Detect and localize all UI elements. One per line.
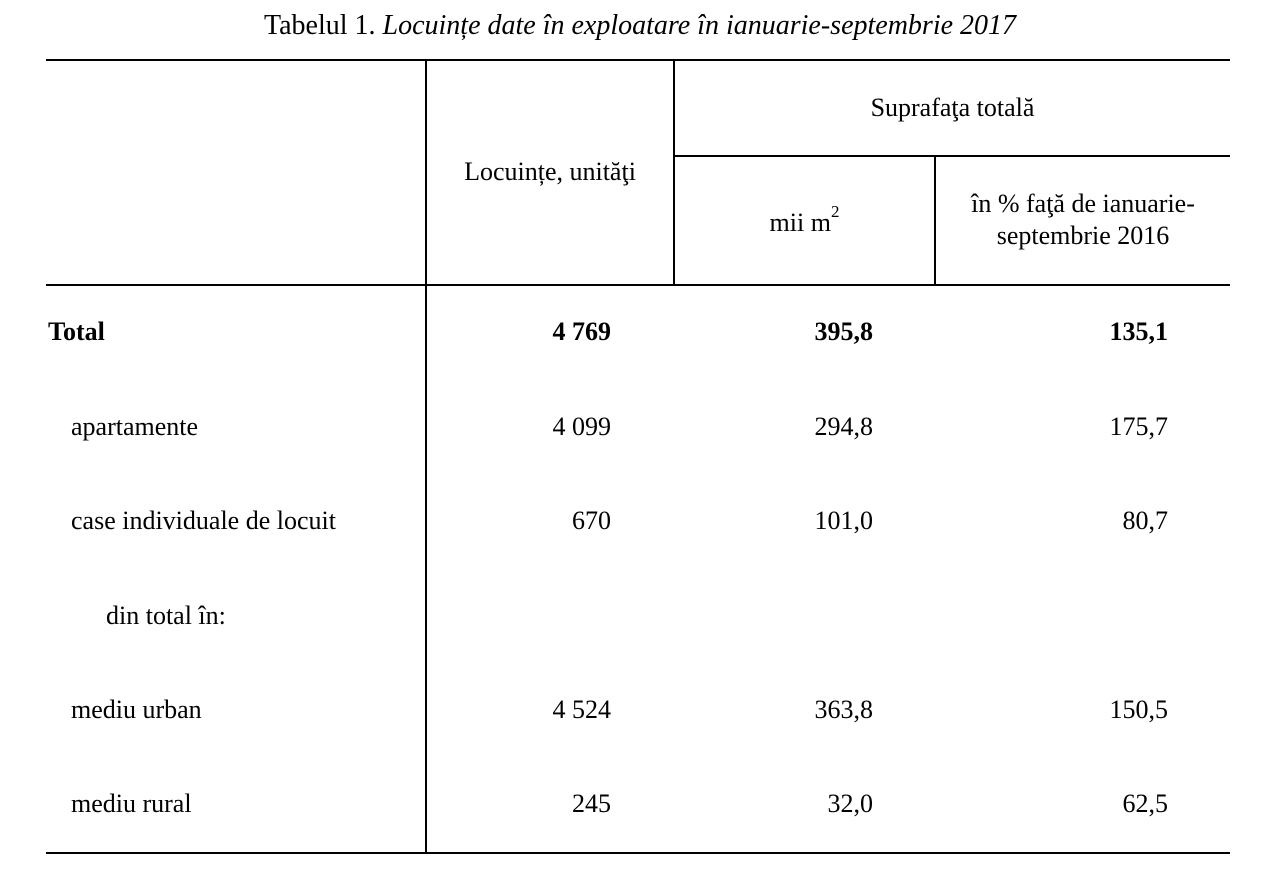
header-thousand-m2 <box>675 202 934 241</box>
dwellings-value: 245 <box>572 789 611 818</box>
header-percent-line1: în % faţă de ianuarie- <box>971 189 1195 218</box>
table-title <box>0 8 1280 44</box>
percent-value: 135,1 <box>1109 317 1168 346</box>
percent-value: 80,7 <box>1122 506 1168 535</box>
table-title-main: Locuințe date în exploatare în ianuarie-septembrie 2017 <box>382 10 1017 41</box>
header-dwellings <box>427 154 673 190</box>
row-label: Total <box>48 317 105 346</box>
table-title-prefix: Tabelul 1. <box>263 10 376 41</box>
header-total-area <box>675 90 1230 126</box>
row-label: mediu urban <box>71 695 202 724</box>
table-bottom-rule <box>46 852 1230 854</box>
header-percent-line2: septembrie 2016 <box>996 221 1170 250</box>
percent-value: 62,5 <box>1122 789 1168 818</box>
table-top-rule <box>46 59 1230 61</box>
header-total-area-label: Suprafaţa totală <box>870 93 1035 122</box>
percent-value: 175,7 <box>1109 412 1168 441</box>
row-label: apartamente <box>71 412 199 441</box>
header-mid-rule <box>674 155 1230 157</box>
area-value: 32,0 <box>827 789 873 818</box>
header-thousand-m2-exponent: 2 <box>830 202 840 222</box>
area-value: 294,8 <box>814 412 873 441</box>
percent-value: 150,5 <box>1109 695 1168 724</box>
dwellings-value: 4 099 <box>552 412 611 441</box>
area-value: 101,0 <box>814 506 873 535</box>
header-percent <box>936 188 1230 252</box>
dwellings-value: 670 <box>572 506 611 535</box>
row-label: mediu rural <box>71 789 192 818</box>
header-dwellings-label: Locuințe, unităţi <box>464 157 636 186</box>
row-label: case individuale de locuit <box>71 506 336 535</box>
row-label: din total în: <box>106 601 226 630</box>
area-value: 395,8 <box>814 317 873 346</box>
area-value: 363,8 <box>814 695 873 724</box>
header-bottom-rule <box>46 284 1230 286</box>
header-thousand-m2-label: mii m <box>769 208 831 237</box>
dwellings-value: 4 769 <box>552 317 611 346</box>
dwellings-value: 4 524 <box>552 695 611 724</box>
